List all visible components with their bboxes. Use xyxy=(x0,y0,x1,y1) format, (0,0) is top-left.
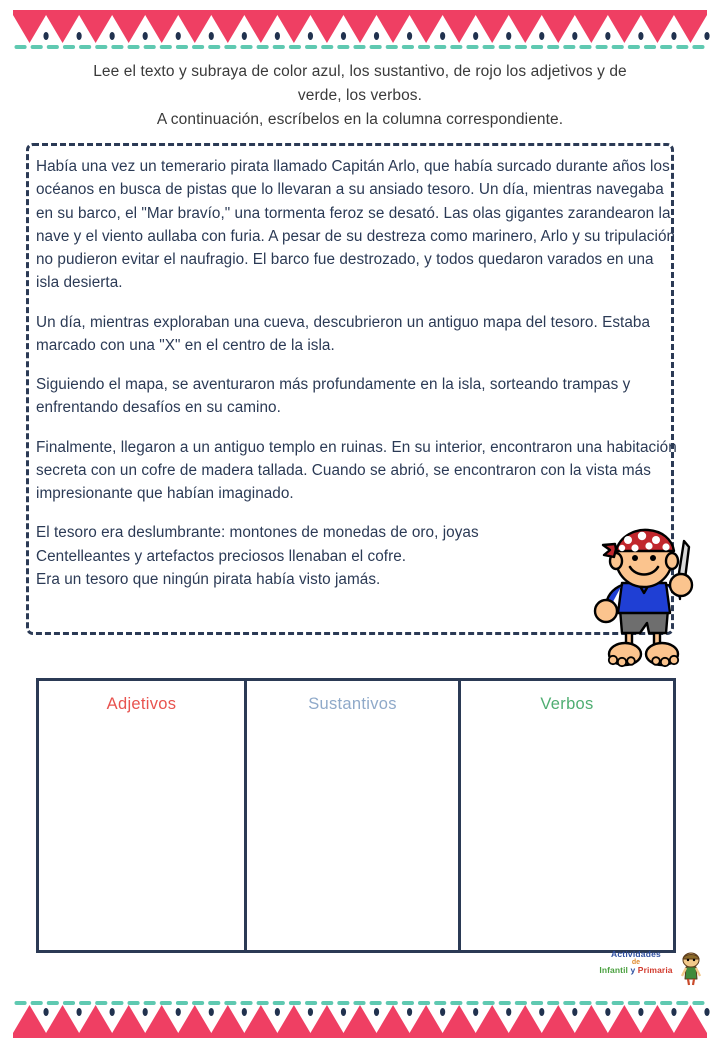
pirate-boy-illustration xyxy=(592,523,702,675)
table-column-adjetivos[interactable] xyxy=(39,681,247,950)
watermelon-triangles-top xyxy=(13,10,710,49)
word-classification-table xyxy=(36,678,676,953)
column-header-sustantivos: Sustantivos xyxy=(308,695,397,713)
story-final-line: Era un tesoro que ningún pirata había visto jamás. xyxy=(36,570,381,588)
logo-word-y: y xyxy=(628,965,638,976)
logo-line-infantil-primaria xyxy=(594,966,678,975)
watermelon-border-bottom xyxy=(0,1000,720,1040)
story-paragraph: Siguiendo el mapa, se aventuraron más profundamente en la isla, sorteando trampas y enfrentando desafíos en su camino. xyxy=(36,376,631,417)
logo-mascot-icon xyxy=(678,952,704,986)
column-header-adjetivos: Adjetivos xyxy=(106,695,177,713)
instruction-line-1: Lee el texto y subraya de color azul, los sustantivo, de rojo los adjetivos y de xyxy=(93,63,627,80)
story-paragraph: Un día, mientras exploraban una cueva, descubrieron un antiguo mapa del tesoro. Estaba marcado con una "X" en el centro de la isla. xyxy=(36,313,651,354)
instruction-line-2: verde, los verbos. xyxy=(297,87,423,105)
watermelon-triangles-bottom xyxy=(13,1001,710,1038)
story-paragraph: Había una vez un temerario pirata llamado Capitán Arlo, que había surcado durante años los océanos en busca de pistas que lo llevaran a su ansiado tesoro. Un día, mientras navegaba en su barco, el "Mar bravío," una tormenta feroz se desató. Las olas gigantes zarandearon la nave y el viento aullaba con furia. A pesar de su destreza como marinero, Arlo y su tripulación no pudieron evitar el naufragio. El barco fue destrozado, y todos quedaron varados en una isla desierta. xyxy=(36,158,676,292)
logo-line-de: de xyxy=(631,958,641,966)
logo-text xyxy=(594,950,678,975)
table-column-sustantivos[interactable] xyxy=(247,681,461,950)
column-header-verbos: Verbos xyxy=(540,695,594,713)
logo-line-actividades: Actividades xyxy=(611,949,661,959)
instructions-block xyxy=(50,60,670,132)
story-final-line: Centelleantes y artefactos preciosos llenaban el cofre. xyxy=(36,547,407,565)
instruction-line-3: A continuación, escríbelos en la columna correspondiente. xyxy=(156,111,564,129)
logo-word-infantil: Infantil xyxy=(599,965,629,976)
story-final-line: El tesoro era deslumbrante: montones de monedas de oro, joyas xyxy=(36,524,479,542)
watermelon-border-top xyxy=(0,10,720,50)
story-paragraph: Finalmente, llegaron a un antiguo templo en ruinas. En su interior, encontraron una habitación secreta con un cofre de madera tallada. Cuando se abrió, se encontraron con la vista más impresionante que habían imaginado. xyxy=(36,438,677,502)
story-text-container xyxy=(36,155,681,591)
table-column-verbos[interactable] xyxy=(461,681,673,950)
site-logo xyxy=(594,950,706,990)
logo-word-primaria: Primaria xyxy=(637,965,673,976)
